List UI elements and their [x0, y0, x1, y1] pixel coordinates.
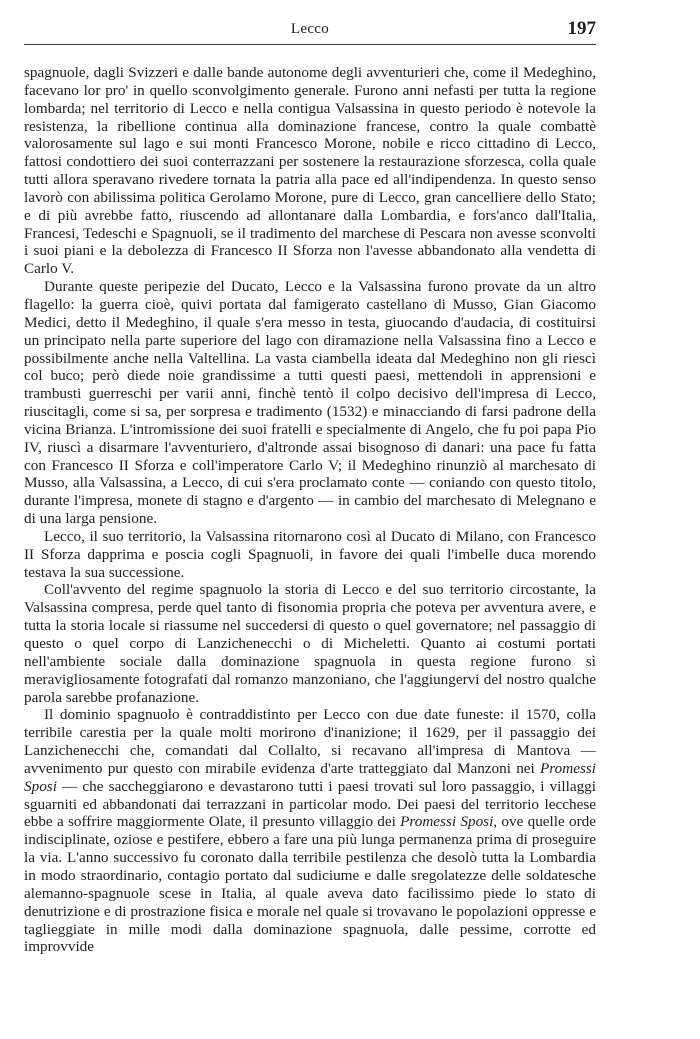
book-title-italic: Promessi Sposi	[24, 759, 596, 795]
paragraph-1: spagnuole, dagli Svizzeri e dalle bande autonome degli avventurieri che, come il Medeghino, facevano lor pro' in quello sconvolgimento generale. Furono anni nefasti per tutta la regione lombarda; nel territorio di Lecco e nella contigua Valsassina in questo periodo è notevole la resistenza, la ribellione continua alla dominazione francese, contro la quale combattè valorosamente sul lago e sui monti Francesco Morone, nobile e ricco cittadino di Lecco, fattosi condottiero dei suoi conterrazzani per sostenere la restaurazione sforzesca, colla quale tutti allora speravano rivedere tornata la patria alla pace ed all'indipendenza. In questo senso lavorò con abilissima politica Gerolamo Morone, pure di Lecco, gran cancelliere dello Stato; e di più avrebbe fatto, riuscendo ad allontanare dalla Lombardia, e fors'anco dall'Italia, Francesi, Tedeschi e Spagnuoli, se il tradimento del marchese di Pescara non avesse sconvolti i suoi piani e la debolezza di Francesco II Sforza non l'avesse abbandonato alla vendetta di Carlo V.	[24, 64, 596, 278]
paragraph-3: Lecco, il suo territorio, la Valsassina ritornarono così al Ducato di Milano, con Francesco II Sforza dapprima e poscia cogli Spagnuoli, in favore dei quali l'imbelle duca morendo testava la sua successione.	[24, 527, 596, 581]
paragraph-4: Coll'avvento del regime spagnuolo la storia di Lecco e del suo territorio circostante, la Valsassina compresa, perde quel tanto di fisonomia propria che poteva per avventura avere, e tutta la storia locale si riassume nel succedersi di questo o quel governatore; nel passaggio di questo o quel corpo di Lanzichenecchi o di Micheletti. Quanto ai costumi portati nell'ambiente sociale dalla dominazione spagnuola in questa regione furono sì meravigliosamente fotografati dal romanzo manzoniano, che l'aggiungervi del nostro qualche parola sarebbe profanazione.	[24, 581, 596, 706]
paragraph-5: Il dominio spagnuolo è contraddistinto per Lecco con due date funeste: il 1570, colla terribile carestia per la quale molti morirono d'inanizione; il 1629, per il passaggio dei Lanzichenecchi che, comandati dal Collalto, si recavano all'impresa di Mantova — avvenimento pur questo con mirabile evidenza d'arte tratteggiato dal Manzoni nei Promessi Sposi — che saccheggiarono e devastarono tutti i paesi trovati sul loro passaggio, i villaggi sguarniti ed abbandonati dai terrazzani in particolar modo. Dei paesi del territorio lecchese ebbe a soffrire maggiormente Olate, il presunto villaggio dei Promessi Sposi, ove quelle orde indisciplinate, oziose e pestifere, ebbero a fare una più lunga permanenza prima di proseguire la via. L'anno successivo fu coronato dalla terribile pestilenza che desolò tutta la Lombardia in modo straordinario, contagio portato dal sudiciume e dalle sregolatezze delle soldatesche alemanno-spagnuole scese in Italia, al quale aveva dato facilissimo piede lo stato di denutrizione e di prostrazione fisica e morale nel quale si trovavano le popolazioni oppresse e taglieggiate in mille modi dalla dominazione spagnuola, dalle pessime, corrotte ed improvvide	[24, 706, 596, 956]
book-title-italic: Promessi Sposi	[400, 813, 494, 831]
running-head	[24, 18, 596, 42]
page-title: Lecco	[290, 21, 330, 37]
page-number: 197	[567, 18, 596, 39]
paragraph-2: Durante queste peripezie del Ducato, Lecco e la Valsassina furono provate da un altro flagello: la guerra cioè, quivi portata dal famigerato castellano di Musso, Gian Giacomo Medici, detto il Medeghino, il quale s'era messo in testa, giuocando d'audacia, di costituirsi un principato nella parte superiore del lago con diramazione nella Valsassina fino a Lecco e possibilmente anche nella Valtellina. La vasta ciambella ideata dal Medeghino non gli riescì col buco; però diede noie grandissime a tutti questi paesi, mettendoli in apprensioni e trambusti guerreschi per varii anni, finchè tentò il colpo decisivo dell'impresa di Lecco, riuscitagli, come si sa, per sorpresa e tradimento (1532) e minacciando di farsi padrone della vicina Brianza. L'intromissione dei suoi fratelli e specialmente di Angelo, che fu poi papa Pio IV, riuscì a disarmare l'avventuriero, d'altronde assai bisognoso di danari: una pace fu fatta con Francesco II Sforza e coll'imperatore Carlo V; il Medeghino rinunziò al marchesato di Musso, alla Valsassina, a Lecco, di cui s'era proclamato conte — coniando con questo titolo, durante l'impresa, monete di stagno e d'argento — in cambio del marchesato di Melegnano e di una larga pensione.	[24, 278, 596, 528]
header-divider	[24, 44, 596, 45]
body-text	[24, 64, 596, 956]
